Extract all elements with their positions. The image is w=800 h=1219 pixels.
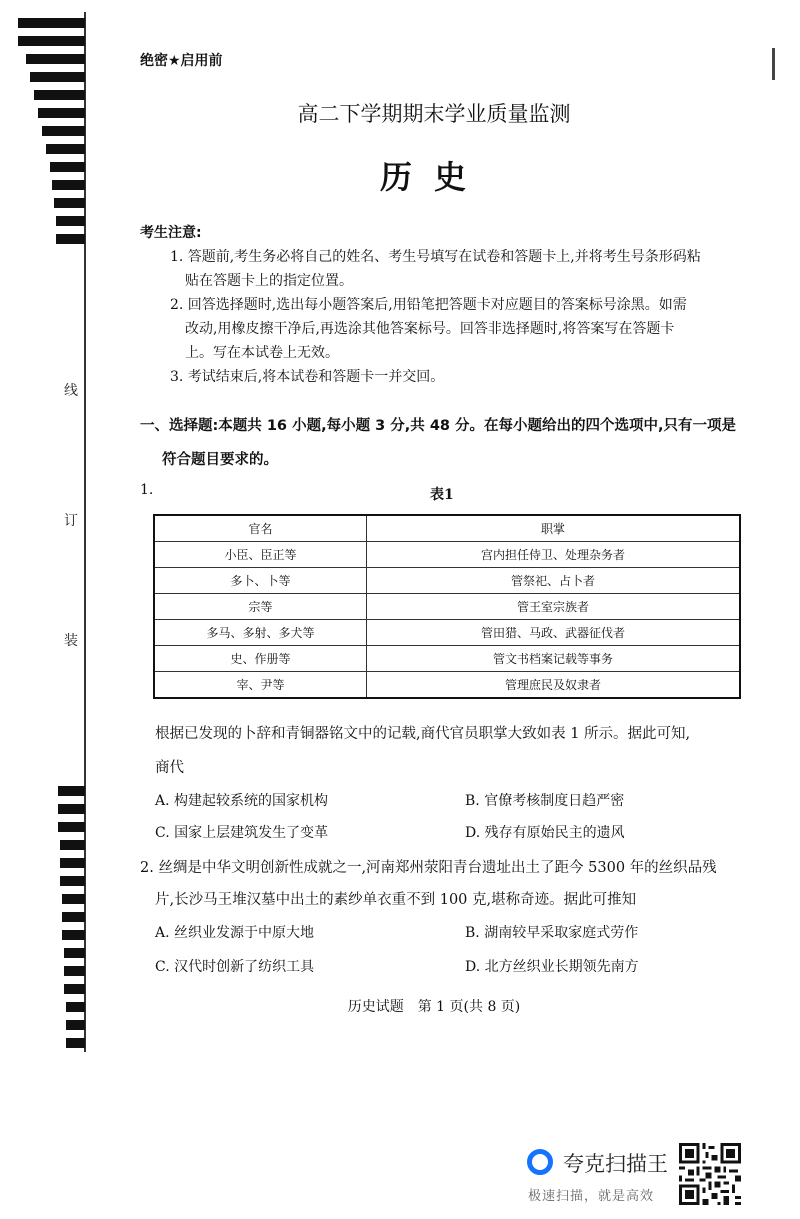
table-cell-title: 多马、多射、多犬等 bbox=[154, 620, 367, 646]
scan-edge-mark bbox=[772, 48, 775, 80]
q1-option-c: C. 国家上层建筑发生了变革 bbox=[155, 825, 329, 841]
notice-line: 2. 回答选择题时,选出每小题答案后,用铅笔把答题卡对应题目的答案标号涂黑。如需 bbox=[170, 297, 687, 313]
table-cell-duty: 管文书档案记载等事务 bbox=[367, 646, 741, 672]
subject-title: 历史 bbox=[379, 158, 488, 196]
table-row bbox=[154, 594, 740, 620]
table-header-row bbox=[154, 515, 740, 542]
q2-option-d: D. 北方丝织业长期领先南方 bbox=[465, 959, 639, 975]
q2-option-a: A. 丝织业发源于中原大地 bbox=[155, 925, 315, 941]
scanner-slogan: 极速扫描，就是高效 bbox=[528, 1189, 655, 1204]
table-row bbox=[154, 672, 740, 699]
table-cell-title: 史、作册等 bbox=[154, 646, 367, 672]
section-heading-cont: 符合题目要求的。 bbox=[162, 452, 278, 468]
table-header-cell: 官名 bbox=[154, 515, 367, 542]
table-cell-title: 宰、尹等 bbox=[154, 672, 367, 699]
table-cell-duty: 管理庶民及奴隶者 bbox=[367, 672, 741, 699]
q1-stem: 根据已发现的卜辞和青铜器铭文中的记载,商代官员职掌大致如表 1 所示。据此可知, bbox=[155, 726, 691, 742]
table-header-cell: 职掌 bbox=[367, 515, 741, 542]
table-cell-duty: 管祭祀、占卜者 bbox=[367, 568, 741, 594]
table-row bbox=[154, 568, 740, 594]
notice-line: 1. 答题前,考生务必将自己的姓名、考生号填写在试卷和答题卡上,并将考生号条形码粘 bbox=[170, 249, 701, 265]
notice-line: 3. 考试结束后,将本试卷和答题卡一并交回。 bbox=[170, 369, 445, 385]
q2-option-c: C. 汉代时创新了纺织工具 bbox=[155, 959, 315, 975]
table-cell-duty: 宫内担任侍卫、处理杂务者 bbox=[367, 542, 741, 568]
table-cell-duty: 管王室宗族者 bbox=[367, 594, 741, 620]
notice-line: 上。写在本试卷上无效。 bbox=[185, 345, 339, 361]
q2-option-b: B. 湖南较早采取家庭式劳作 bbox=[465, 925, 639, 941]
scanner-logo-icon bbox=[527, 1149, 553, 1175]
scanner-brand: 夸克扫描王 bbox=[563, 1152, 668, 1176]
section-heading: 一、选择题:本题共 16 小题,每小题 3 分,共 48 分。在每小题给出的四个选项中,只有一项是 bbox=[140, 418, 737, 434]
table-cell-title: 多卜、卜等 bbox=[154, 568, 367, 594]
q1-option-d: D. 残存有原始民主的遗风 bbox=[465, 825, 625, 841]
notice-line: 贴在答题卡上的指定位置。 bbox=[185, 273, 353, 289]
table-cell-title: 小臣、臣正等 bbox=[154, 542, 367, 568]
table-cell-duty: 管田猎、马政、武器征伐者 bbox=[367, 620, 741, 646]
table-cell-title: 宗等 bbox=[154, 594, 367, 620]
notice-heading: 考生注意: bbox=[140, 225, 202, 241]
q1-table-caption: 表1 bbox=[430, 487, 454, 503]
q2-stem: 2. 丝绸是中华文明创新性成就之一,河南郑州荥阳青台遗址出土了距今 5300 年的丝织品残 bbox=[140, 860, 717, 876]
exam-title: 高二下学期期末学业质量监测 bbox=[297, 102, 571, 126]
q1-stem-cont: 商代 bbox=[155, 760, 184, 776]
secret-label: 绝密★启用前 bbox=[140, 53, 223, 69]
q2-stem-cont: 片,长沙马王堆汉墓中出土的素纱单衣重不到 100 克,堪称奇迹。据此可推知 bbox=[155, 892, 637, 908]
page-footer: 历史试题 第 1 页(共 8 页) bbox=[347, 999, 521, 1015]
table-row bbox=[154, 620, 740, 646]
q1-option-a: A. 构建起较系统的国家机构 bbox=[155, 793, 329, 809]
q1-number: 1. bbox=[140, 482, 154, 498]
binding-label-bind: 订 bbox=[64, 513, 78, 529]
q1-option-b: B. 官僚考核制度日趋严密 bbox=[465, 793, 625, 809]
binding-label-line: 线 bbox=[64, 383, 78, 399]
notice-line: 改动,用橡皮擦干净后,再选涂其他答案标号。回答非选择题时,将答案写在答题卡 bbox=[185, 321, 675, 337]
q1-table bbox=[153, 514, 741, 699]
table-row bbox=[154, 542, 740, 568]
binding-label-install: 装 bbox=[64, 633, 78, 649]
table-row bbox=[154, 646, 740, 672]
qr-code-icon bbox=[679, 1143, 741, 1205]
